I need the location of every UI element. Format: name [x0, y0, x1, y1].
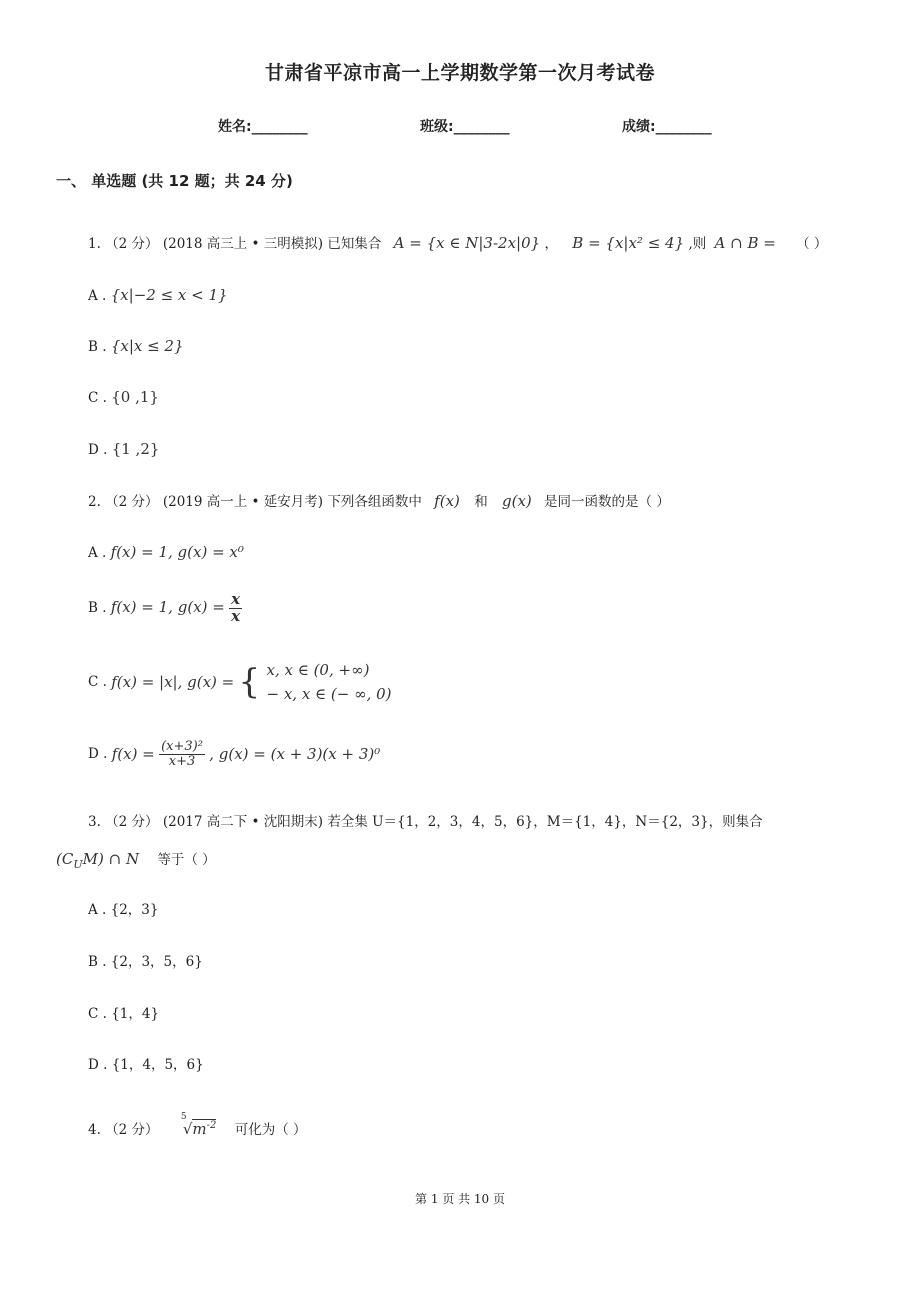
option-fraction: [229, 592, 242, 625]
question-3-tail: 等于（ ）: [157, 852, 216, 868]
case-1: x, x ∈ (0, +∞): [266, 661, 370, 679]
option-math: f(x) =: [111, 745, 155, 764]
section-heading: 一、 单选题 (共 12 题；共 24 分): [56, 172, 293, 190]
expr-tail: M) ∩ N: [82, 850, 140, 868]
name-field: 姓名:________: [218, 119, 308, 135]
option-letter: C .: [88, 674, 107, 690]
option-math: {x|−2 ≤ x < 1}: [110, 286, 228, 304]
root-index: 5: [180, 1112, 187, 1122]
question-4-stem: 4. （2 分）: [88, 1122, 159, 1138]
question-1-then: ,则: [688, 236, 707, 252]
radicand: [192, 1119, 216, 1138]
option-letter: D .: [88, 442, 108, 458]
question-3-line-2: [56, 848, 216, 871]
option-math: {x|x ≤ 2}: [110, 337, 184, 355]
q2-option-a: [88, 543, 244, 561]
expr-head: (C: [56, 850, 74, 868]
question-1: [88, 232, 827, 252]
q1-option-d: [88, 440, 159, 458]
option-letter: D .: [88, 746, 108, 763]
q1-option-a: [88, 286, 228, 304]
question-1-expression: A ∩ B =: [714, 234, 776, 252]
question-2-g: g(x): [501, 492, 532, 510]
expr-subscript: U: [73, 858, 83, 871]
class-field: 班级:________: [420, 119, 510, 135]
option-math: f(x) = |x|, g(x) =: [111, 673, 235, 691]
score-field: 成绩:________: [622, 119, 712, 135]
radicand-exponent: -2: [206, 1120, 217, 1131]
q1-option-b: [88, 337, 184, 355]
radical-sign: √: [182, 1120, 193, 1138]
question-1-comma: ，: [544, 236, 558, 252]
q1-option-c: [88, 388, 159, 406]
q2-option-b: [88, 592, 242, 625]
case-2: − x, x ∈ (− ∞, 0): [266, 685, 392, 703]
question-1-stem: 1. （2 分） (2018 高三上 • 三明模拟) 已知集合: [88, 236, 382, 252]
page-footer: 第 1 页 共 10 页: [415, 1192, 505, 1206]
option-math: f(x) = 1, g(x) = x⁰: [110, 543, 244, 561]
q3-option-a: A . {2，3}: [88, 902, 159, 918]
option-math: {0 ,1}: [111, 388, 159, 406]
question-2-stem: 2. （2 分） (2019 高一上 • 延安月考) 下列各组函数中: [88, 494, 422, 510]
radicand-base: m: [192, 1120, 207, 1138]
q3-option-d: D . {1，4，5，6}: [88, 1057, 204, 1073]
question-2-f: f(x): [434, 492, 460, 510]
q3-option-c: C . {1，4}: [88, 1006, 160, 1022]
fraction-numerator: x: [231, 590, 241, 608]
option-letter: B .: [88, 599, 107, 616]
option-letter: B .: [88, 339, 107, 355]
option-fraction: [159, 740, 205, 768]
cases-brace: {: [238, 662, 261, 702]
question-4-radical: [180, 1112, 217, 1138]
cases-block: [266, 658, 391, 706]
fraction-denominator: x+3: [168, 753, 196, 769]
question-4-tail: 可化为（ ）: [234, 1122, 307, 1138]
question-3-stem: 3. （2 分） (2017 高二下 • 沈阳期末) 若全集 U＝{1，2，3，4，5，6}，M＝{1，4}，N＝{2，3}，则集合: [88, 814, 763, 830]
question-2-tail: 是同一函数的是（ ）: [544, 494, 670, 510]
option-letter: A .: [88, 288, 107, 304]
fraction-numerator: (x+3)²: [161, 739, 203, 754]
option-math: , g(x) = (x + 3)(x + 3)⁰: [209, 745, 381, 764]
option-math: {1 ,2}: [111, 440, 160, 458]
page-title: 甘肃省平凉市高一上学期数学第一次月考试卷: [264, 62, 655, 84]
question-1-paren: （ ）: [796, 236, 828, 252]
q2-option-c: [88, 658, 392, 706]
q3-option-b: B . {2，3，5，6}: [88, 954, 203, 970]
question-1-set-a: A = {x ∈ N|3-2x|0}: [393, 234, 541, 252]
question-3-expression: [56, 850, 140, 871]
question-2: [88, 490, 670, 510]
option-letter: C .: [88, 390, 107, 406]
q2-option-d: [88, 740, 380, 768]
question-2-and: 和: [474, 494, 488, 510]
question-4: [88, 1112, 307, 1138]
option-letter: A .: [88, 545, 107, 561]
option-math: f(x) = 1, g(x) =: [110, 597, 225, 616]
question-1-set-b: B = {x|x² ≤ 4}: [572, 234, 685, 252]
fraction-denominator: x: [231, 606, 241, 625]
